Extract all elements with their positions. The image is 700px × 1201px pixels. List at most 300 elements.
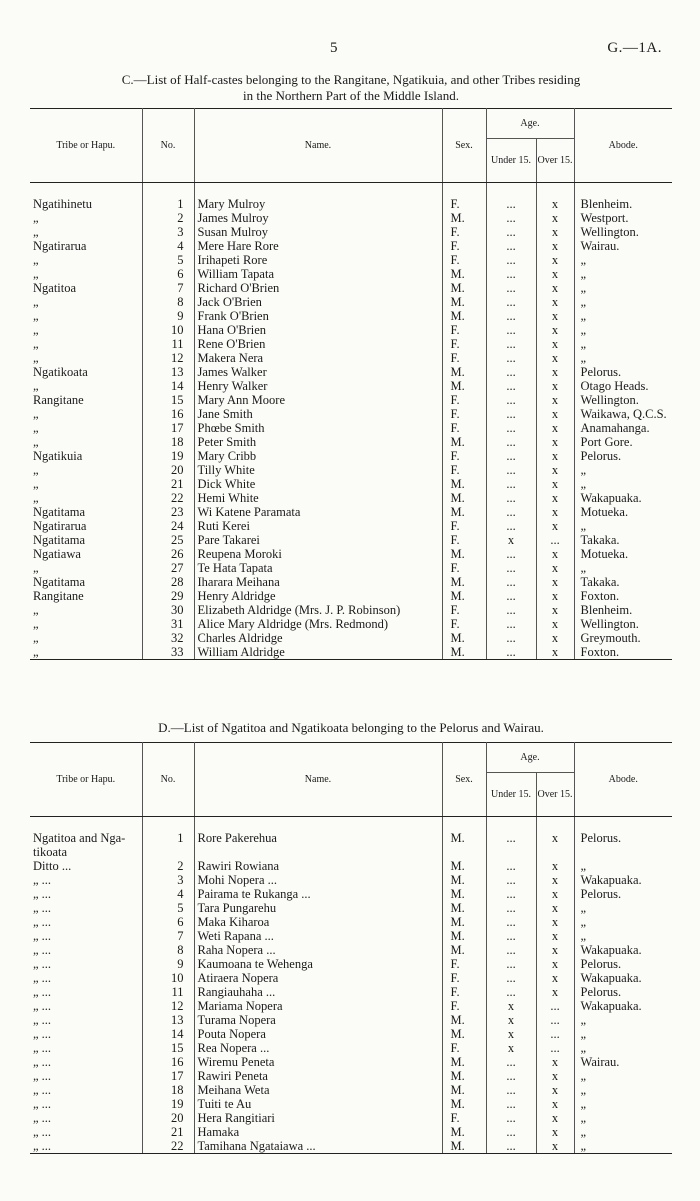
abode-cell: Foxton. <box>574 645 672 660</box>
under-15-cell: ... <box>486 887 536 901</box>
tribe-cell: „ ... <box>30 1027 142 1041</box>
under-15-cell: ... <box>486 943 536 957</box>
number-cell: 29 <box>142 589 194 603</box>
tribe-cell: Ngatirarua <box>30 239 142 253</box>
number-cell: 20 <box>142 463 194 477</box>
table-row <box>30 211 672 225</box>
tribe-cell: „ <box>30 309 142 323</box>
over-15-cell: x <box>536 337 574 351</box>
over-15-cell: ... <box>536 999 574 1013</box>
tribe-cell: Ngatikoata <box>30 365 142 379</box>
number-cell: 9 <box>142 957 194 971</box>
number-cell: 13 <box>142 1013 194 1027</box>
table-row <box>30 337 672 351</box>
table-row <box>30 533 672 547</box>
over-15-cell: x <box>536 253 574 267</box>
under-15-cell: ... <box>486 337 536 351</box>
number-cell: 22 <box>142 1139 194 1154</box>
under-15-cell: ... <box>486 901 536 915</box>
abode-cell: „ <box>580 281 587 295</box>
sex-cell: M. <box>442 589 486 603</box>
number-cell: 2 <box>142 859 194 873</box>
under-15-cell: ... <box>486 351 536 365</box>
name-cell: Rene O'Brien <box>194 337 442 351</box>
sex-cell: M. <box>442 1097 486 1111</box>
sex-cell: M. <box>442 547 486 561</box>
table-row <box>30 901 672 915</box>
number-cell: 4 <box>142 887 194 901</box>
tribe-cell: „ <box>30 379 142 393</box>
name-cell: Elizabeth Aldridge (Mrs. J. P. Robinson) <box>194 603 442 617</box>
sex-cell: M. <box>442 1069 486 1083</box>
abode-cell: „ <box>580 1111 587 1125</box>
number-cell: 8 <box>142 943 194 957</box>
over-15-cell: x <box>536 1055 574 1069</box>
under-15-cell: ... <box>486 957 536 971</box>
sex-cell: F. <box>442 957 486 971</box>
under-15-cell: ... <box>486 985 536 999</box>
number-cell: 23 <box>142 505 194 519</box>
tribe-cell: Ngatitoa <box>30 281 142 295</box>
tribe-cell: „ <box>30 435 142 449</box>
number-cell: 10 <box>142 971 194 985</box>
under-15-cell: ... <box>486 295 536 309</box>
sex-cell: F. <box>442 253 486 267</box>
table-row <box>30 859 672 873</box>
name-cell: Rea Nopera ... <box>194 1041 442 1055</box>
table-c-title-line-1: C.—List of Half-castes belonging to the Rangitane, Ngatikuia, and other Tribes residing <box>121 72 581 87</box>
under-15-cell: ... <box>486 971 536 985</box>
under-15-cell: ... <box>486 393 536 407</box>
under-15-cell: ... <box>486 547 536 561</box>
number-cell: 15 <box>142 1041 194 1055</box>
under-15-cell: ... <box>486 929 536 943</box>
abode-cell: Pelorus. <box>580 365 622 379</box>
name-cell: Hamaka <box>194 1125 442 1139</box>
abode-cell: „ <box>580 337 587 351</box>
name-cell: Pairama te Rukanga ... <box>194 887 442 901</box>
number-cell: 6 <box>142 915 194 929</box>
tribe-cell: Ngatirarua <box>30 519 142 533</box>
under-15-cell: ... <box>486 631 536 645</box>
tribe-cell: „ <box>30 631 142 645</box>
under-15-cell: ... <box>486 421 536 435</box>
name-cell: Rangiauhaha ... <box>194 985 442 999</box>
header-age: Age. <box>486 743 574 773</box>
table-row <box>30 645 672 660</box>
under-15-cell: ... <box>486 477 536 491</box>
sex-cell: M. <box>442 505 486 519</box>
sex-cell: M. <box>442 435 486 449</box>
sex-cell: F. <box>442 225 486 239</box>
sex-cell: F. <box>442 421 486 435</box>
tribe-cell: „ <box>30 351 142 365</box>
abode-cell: „ <box>580 1069 587 1083</box>
sex-cell: F. <box>442 407 486 421</box>
abode-cell: Foxton. <box>580 589 620 603</box>
under-15-cell: ... <box>486 915 536 929</box>
abode-cell: „ <box>580 309 587 323</box>
name-cell: Dick White <box>194 477 442 491</box>
header-tribe: Tribe or Hapu. <box>30 743 142 817</box>
over-15-cell: x <box>536 1097 574 1111</box>
name-cell: Richard O'Brien <box>194 281 442 295</box>
number-cell: 11 <box>142 337 194 351</box>
over-15-cell: x <box>536 603 574 617</box>
tribe-cell: „ <box>30 603 142 617</box>
under-15-cell: ... <box>486 575 536 589</box>
number-cell: 13 <box>142 365 194 379</box>
under-15-cell: x <box>486 1027 536 1041</box>
table-row <box>30 463 672 477</box>
over-15-cell: x <box>536 561 574 575</box>
under-15-cell: ... <box>486 603 536 617</box>
under-15-cell: ... <box>486 323 536 337</box>
table-row <box>30 267 672 281</box>
abode-cell: „ <box>580 463 587 477</box>
over-15-cell: x <box>536 351 574 365</box>
over-15-cell: x <box>536 859 574 873</box>
name-cell: Rore Pakerehua <box>194 831 442 859</box>
tribe-cell: „ ... <box>30 915 142 929</box>
abode-cell: „ <box>580 351 587 365</box>
table-row <box>30 603 672 617</box>
name-cell: Turama Nopera <box>194 1013 442 1027</box>
table-row <box>30 547 672 561</box>
name-cell: Atiraera Nopera <box>194 971 442 985</box>
under-15-cell: x <box>486 533 536 547</box>
table-row <box>30 575 672 589</box>
number-cell: 25 <box>142 533 194 547</box>
name-cell: Mary Cribb <box>194 449 442 463</box>
sex-cell: M. <box>442 281 486 295</box>
number-cell: 32 <box>142 631 194 645</box>
abode-cell: Wakapuaka. <box>580 971 642 985</box>
table-row <box>30 617 672 631</box>
sex-cell: M. <box>442 491 486 505</box>
under-15-cell: ... <box>486 561 536 575</box>
over-15-cell: x <box>536 225 574 239</box>
number-cell: 19 <box>142 1097 194 1111</box>
name-cell: Maka Kiharoa <box>194 915 442 929</box>
sex-cell: F. <box>442 351 486 365</box>
abode-cell: Wairau. <box>580 239 620 253</box>
number-cell: 16 <box>142 407 194 421</box>
name-cell: Reupena Moroki <box>194 547 442 561</box>
under-15-cell: ... <box>486 859 536 873</box>
abode-cell: Pelorus. <box>580 887 622 901</box>
tribe-cell: „ ... <box>30 971 142 985</box>
abode-cell: Motueka. <box>580 547 629 561</box>
under-15-cell: ... <box>486 211 536 225</box>
abode-cell: Wakapuaka. <box>580 873 642 887</box>
number-cell: 14 <box>142 1027 194 1041</box>
table-row <box>30 505 672 519</box>
header-over-15: Over 15. <box>536 773 574 817</box>
table-row <box>30 253 672 267</box>
under-15-cell: ... <box>486 435 536 449</box>
under-15-cell: ... <box>486 365 536 379</box>
tribe-cell: „ ... <box>30 1055 142 1069</box>
sex-cell: M. <box>442 211 486 225</box>
name-cell: Wiremu Peneta <box>194 1055 442 1069</box>
tribe-cell: „ <box>30 225 142 239</box>
table-row <box>30 957 672 971</box>
sex-cell: F. <box>442 519 486 533</box>
tribe-cell: „ ... <box>30 887 142 901</box>
name-cell: Frank O'Brien <box>194 309 442 323</box>
number-cell: 8 <box>142 295 194 309</box>
under-15-cell: ... <box>486 449 536 463</box>
over-15-cell: x <box>536 957 574 971</box>
under-15-cell: ... <box>486 281 536 295</box>
number-cell: 16 <box>142 1055 194 1069</box>
header-no: No. <box>142 743 194 817</box>
name-cell: Hera Rangitiari <box>194 1111 442 1125</box>
number-cell: 17 <box>142 1069 194 1083</box>
sex-cell: F. <box>442 393 486 407</box>
under-15-cell: ... <box>486 589 536 603</box>
abode-cell: „ <box>580 519 587 533</box>
header-name: Name. <box>194 743 442 817</box>
header-sex: Sex. <box>442 109 486 183</box>
over-15-cell: x <box>536 267 574 281</box>
abode-cell: Takaka. <box>580 575 620 589</box>
sex-cell: M. <box>442 915 486 929</box>
table-row <box>30 873 672 887</box>
abode-cell: „ <box>580 915 587 929</box>
over-15-cell: x <box>536 449 574 463</box>
table-row <box>30 309 672 323</box>
abode-cell: „ <box>580 1013 587 1027</box>
name-cell: Ruti Kerei <box>194 519 442 533</box>
under-15-cell: ... <box>486 873 536 887</box>
table-row <box>30 1125 672 1139</box>
table-row <box>30 1083 672 1097</box>
abode-cell: „ <box>580 901 587 915</box>
name-cell: Mohi Nopera ... <box>194 873 442 887</box>
over-15-cell: x <box>536 505 574 519</box>
table-row <box>30 519 672 533</box>
over-15-cell: x <box>536 197 574 211</box>
under-15-cell: ... <box>486 831 536 859</box>
over-15-cell: x <box>536 463 574 477</box>
over-15-cell: x <box>536 887 574 901</box>
table-row <box>30 281 672 295</box>
name-cell: Hana O'Brien <box>194 323 442 337</box>
name-cell: James Mulroy <box>194 211 442 225</box>
tribe-cell: „ <box>30 645 142 660</box>
abode-cell: „ <box>580 859 587 873</box>
over-15-cell: x <box>536 519 574 533</box>
number-cell: 33 <box>142 645 194 660</box>
sex-cell: M. <box>442 1013 486 1027</box>
sex-cell: F. <box>442 323 486 337</box>
over-15-cell: x <box>536 491 574 505</box>
name-cell: Meihana Weta <box>194 1083 442 1097</box>
tribe-cell: „ <box>30 323 142 337</box>
tribe-cell: Rangitane <box>30 393 142 407</box>
tribe-cell: „ <box>30 617 142 631</box>
under-15-cell: ... <box>486 1055 536 1069</box>
abode-cell: Westport. <box>580 211 629 225</box>
table-row <box>30 929 672 943</box>
header-name: Name. <box>194 109 442 183</box>
abode-cell: „ <box>580 323 587 337</box>
over-15-cell: x <box>536 915 574 929</box>
name-cell: Charles Aldridge <box>194 631 442 645</box>
table-c-title <box>30 72 672 104</box>
under-15-cell: ... <box>486 197 536 211</box>
table-row <box>30 323 672 337</box>
name-cell: Hemi White <box>194 491 442 505</box>
abode-cell: Motueka. <box>580 505 629 519</box>
under-15-cell: ... <box>486 1111 536 1125</box>
sex-cell: M. <box>442 1055 486 1069</box>
number-cell: 20 <box>142 1111 194 1125</box>
number-cell: 10 <box>142 323 194 337</box>
name-cell: Jane Smith <box>194 407 442 421</box>
abode-cell: „ <box>580 295 587 309</box>
name-cell: Tuiti te Au <box>194 1097 442 1111</box>
under-15-cell: x <box>486 1013 536 1027</box>
under-15-cell: ... <box>486 491 536 505</box>
abode-cell: Wairau. <box>580 1055 620 1069</box>
under-15-cell: ... <box>486 225 536 239</box>
number-cell: 7 <box>142 929 194 943</box>
sex-cell: M. <box>442 309 486 323</box>
under-15-cell: ... <box>486 645 536 660</box>
tribe-cell: „ ... <box>30 1097 142 1111</box>
sex-cell: M. <box>442 631 486 645</box>
abode-cell: Wellington. <box>580 617 639 631</box>
tribe-cell: Ngatitama <box>30 575 142 589</box>
number-cell: 17 <box>142 421 194 435</box>
name-cell: Tara Pungarehu <box>194 901 442 915</box>
number-cell: 21 <box>142 1125 194 1139</box>
tribe-cell: „ ... <box>30 901 142 915</box>
name-cell: Phœbe Smith <box>194 421 442 435</box>
abode-cell: „ <box>580 1027 587 1041</box>
table-row <box>30 831 672 859</box>
number-cell: 12 <box>142 351 194 365</box>
under-15-cell: ... <box>486 1069 536 1083</box>
sex-cell: F. <box>442 1041 486 1055</box>
tribe-cell: „ <box>30 477 142 491</box>
over-15-cell: x <box>536 295 574 309</box>
table-row <box>30 887 672 901</box>
sex-cell: F. <box>442 985 486 999</box>
sex-cell: F. <box>442 337 486 351</box>
under-15-cell: ... <box>486 519 536 533</box>
table-row <box>30 1139 672 1154</box>
header-no: No. <box>142 109 194 183</box>
sex-cell: F. <box>442 533 486 547</box>
abode-cell: Blenheim. <box>580 603 633 617</box>
over-15-cell: x <box>536 323 574 337</box>
abode-cell: „ <box>580 1125 587 1139</box>
table-row <box>30 1027 672 1041</box>
over-15-cell: x <box>536 617 574 631</box>
over-15-cell: x <box>536 873 574 887</box>
sex-cell: M. <box>442 943 486 957</box>
number-cell: 2 <box>142 211 194 225</box>
tribe-cell: Ngatiawa <box>30 547 142 561</box>
under-15-cell: ... <box>486 267 536 281</box>
tribe-cell: „ ... <box>30 1041 142 1055</box>
table-row <box>30 435 672 449</box>
table-row <box>30 351 672 365</box>
name-cell: Henry Aldridge <box>194 589 442 603</box>
over-15-cell: x <box>536 971 574 985</box>
name-cell: Wi Katene Paramata <box>194 505 442 519</box>
number-cell: 3 <box>142 873 194 887</box>
number-cell: 19 <box>142 449 194 463</box>
under-15-cell: ... <box>486 379 536 393</box>
number-cell: 24 <box>142 519 194 533</box>
sex-cell: M. <box>442 645 486 660</box>
tribe-cell: „ ... <box>30 985 142 999</box>
over-15-cell: x <box>536 1125 574 1139</box>
tribe-cell: Ngatihinetu <box>30 197 142 211</box>
table-row <box>30 421 672 435</box>
sex-cell: F. <box>442 561 486 575</box>
abode-cell: Takaka. <box>580 533 620 547</box>
sex-cell: M. <box>442 379 486 393</box>
number-cell: 21 <box>142 477 194 491</box>
over-15-cell: ... <box>536 1013 574 1027</box>
tribe-cell: „ ... <box>30 1069 142 1083</box>
table-row <box>30 393 672 407</box>
over-15-cell: ... <box>536 533 574 547</box>
over-15-cell: x <box>536 929 574 943</box>
table-row <box>30 971 672 985</box>
sex-cell: F. <box>442 603 486 617</box>
number-cell: 27 <box>142 561 194 575</box>
table-row <box>30 631 672 645</box>
tribe-cell: Ngatitoa and Nga-tikoata <box>30 831 142 859</box>
tribe-cell: „ <box>30 463 142 477</box>
header-abode: Abode. <box>574 109 672 183</box>
table-row <box>30 225 672 239</box>
name-cell: Raha Nopera ... <box>194 943 442 957</box>
sex-cell: M. <box>442 1083 486 1097</box>
abode-cell: „ <box>580 267 587 281</box>
over-15-cell: x <box>536 365 574 379</box>
tribe-cell: Ngatitama <box>30 533 142 547</box>
number-cell: 14 <box>142 379 194 393</box>
number-cell: 11 <box>142 985 194 999</box>
table-d-title: D.—List of Ngatitoa and Ngatikoata belonging to the Pelorus and Wairau. <box>158 720 544 735</box>
over-15-cell: x <box>536 901 574 915</box>
under-15-cell: ... <box>486 1083 536 1097</box>
number-cell: 5 <box>142 253 194 267</box>
table-row <box>30 491 672 505</box>
name-cell: Rawiri Peneta <box>194 1069 442 1083</box>
abode-cell: Blenheim. <box>580 197 633 211</box>
abode-cell: Pelorus. <box>580 831 622 845</box>
number-cell: 4 <box>142 239 194 253</box>
sex-cell: M. <box>442 929 486 943</box>
number-cell: 18 <box>142 435 194 449</box>
name-cell: Weti Rapana ... <box>194 929 442 943</box>
over-15-cell: x <box>536 407 574 421</box>
abode-cell: Wellington. <box>580 393 639 407</box>
under-15-cell: ... <box>486 309 536 323</box>
over-15-cell: x <box>536 547 574 561</box>
sex-cell: M. <box>442 1027 486 1041</box>
abode-cell: Pelorus. <box>580 449 622 463</box>
